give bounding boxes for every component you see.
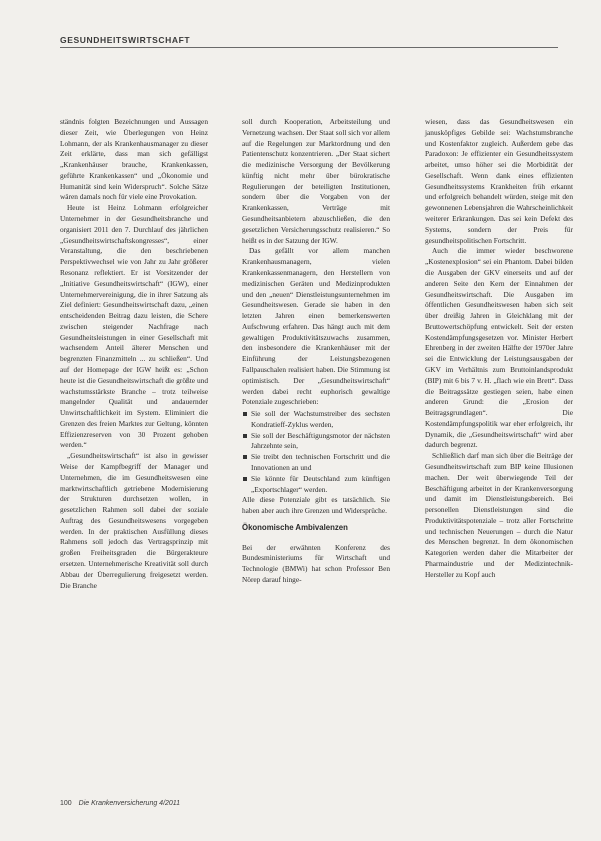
text-column-2	[242, 117, 390, 586]
page-number: 100	[60, 800, 72, 807]
page-footer	[60, 800, 180, 807]
paragraph: Bei der erwähnten Konferenz des Bundesministeriums für Wirtschaft und Technologie (BMWi) hat schon Professor Ben Nörep darauf hinge-	[242, 542, 390, 585]
bullet-item: Sie soll der Wachstumstreiber des sechsten Kondratieff-Zyklus werden,	[242, 409, 390, 431]
paragraph: Schließlich darf man sich über die Beiträge der Gesundheitswirtschaft zum BIP keine Illusionen machen. Der weit überwiegende Teil der Beschäftigung arbeitet in der Krankenversorgung und damit im Dienstleistungsbereich. Bei personellen Dienstleistungen sind die Produktivitätspotenziale – trotz aller Fortschritte und technischen Neuerungen – durch die Natur des Menschen begrenzt. In dem ökonomischen Kategorien werden daher die Mitarbeiter der Pharmaindustrie und der Medizintechnik-Hersteller zu Kopf auch	[425, 451, 573, 579]
paragraph: Alle diese Potenziale gibt es tatsächlich. Sie haben aber auch ihre Grenzen und Widersprüche.	[242, 495, 390, 516]
paragraph: ständnis folgten Bezeichnungen und Aussagen dieser Zeit, wie Überlegungen von Heinz Lohmann, der als Krankenhausmanager zu dieser Zeit erklärte, dass man sich gefälligst „Krankenhäuser brauche, Krankenkassen, geführte Krankenkassen“ und „Ökonomie und Humanität sind kein Widerspruch“. Solche Sätze wären damals noch für viele eine Provokation.	[60, 117, 208, 202]
paragraph: Auch die immer wieder beschworene „Kostenexplosion“ sei ein Phantom. Dabei bilden die Ausgaben der GKV einerseits und auf der anderen Seite den Kern der Einnahmen der Gesundheitswirtschaft. Die Ausgaben im öffentlichen Gesundheitswesen haben sich seit über dreißig Jahren in Gleichklang mit der Bruttowertschöpfung entwickelt. Seit der ersten Kostendämpfungsgesetzen vor. Minister Herbert Ehrenberg in der zweiten Hälfte der 1970er Jahre sei die Entwicklung der Leistungsausgaben der GKV im Verhältnis zum Bruttoinlandsprodukt (BIP) mit 6 bis 7 v. H. „flach wie ein Brett“. Dass die Beitragssätze gestiegen seien, habe einen anderen Grund: die „Erosion der Beitragsgrundlagen“. Die Kostendämpfungspolitik war eher erfolgreich, ihr Dynamik, die „Gesundheitswirtschaft“ wird aber dadurch begrenzt.	[425, 246, 573, 450]
paragraph: soll durch Kooperation, Arbeitsteilung und Vernetzung wachsen. Der Staat soll sich vor allem auf die Regelungen zur Marktordnung und den Patientenschutz konzentrieren. „Der Staat sichert die medizinische Versorgung der Bevölkerung künftig nicht mehr über bürokratische Regulierungen der beteiligten Institutionen, sondern über die Vorgaben von der Krankenkassen, Verträge mit Gesundheitsanbietern abzuschließen, die den gesetzlichen Versicherungsschutz realisieren.“ So heißt es in der Satzung der IGW.	[242, 117, 390, 245]
bullet-item: Sie könnte für Deutschland zum künftigen „Exportschlager“ werden.	[242, 474, 390, 496]
subheading: Ökonomische Ambivalenzen	[242, 522, 348, 532]
paragraph: „Gesundheitswirtschaft“ ist also in gewisser Weise der Kampfbegriff der Manager und Unternehmen, die im Gesundheitswesen eine marktwirtschaftlich getriebene Modernisierung der Strukturen durchsetzen wollen, in gesetzlichen Rahmen soll dabei der soziale Auftrag des Gesundheitswesens vorgegeben werden. In der praktischen Ausfüllung dieses Rahmens soll jedoch das Vertragsprinzip mit großen Freiheitsgraden die Bürgerakteure ersetzen. Unternehmerische Kreativität soll durch Abbau der Überregulierung freigesetzt werden. Die Branche	[60, 451, 208, 590]
paragraph: wiesen, dass das Gesundheitswesen ein janusköpfiges Gebilde sei: Wachstumsbranche und Kostenfaktor zugleich. Außerdem gebe das Paradoxon: Je effizienter ein Gesundheitssystem arbeitet, umso höher sei die Morbidität der Gesellschaft. Wenn dank eines effizienten Gesundheitssystems Krankheiten früh erkannt und erfolgreich behandelt würden, steige mit den gewonnenen Lebensjahren die Wahrscheinlichkeit weiterer Erkrankungen. Das sei kein Defekt des Systems, sondern der Preis für gesundheitspolitischen Fortschritt.	[425, 117, 573, 245]
bullet-list	[242, 409, 390, 495]
journal-title: Die Krankenversicherung 4/2011	[78, 800, 181, 807]
header-rule	[60, 47, 558, 48]
page-header	[60, 33, 560, 51]
text-column-3	[425, 117, 573, 581]
paragraph: Heute ist Heinz Lohmann erfolgreicher Unternehmer in der Gesundheitsbranche und organisiert 2011 den 7. Durchlauf des jährlichen „Gesundheitswirtschaftskongresses“, einer Veranstaltung, die den beschriebenen Perspektivwechsel wie von Jahr zu Jahr größerer Resonanz reflektiert. Er ist Vorsitzender der „Initiative Gesundheitswirtschaft“ (IGW), einer Unternehmervereinigung, die in ihrer Satzung als Ziel definiert: Gesundheitswirtschaft dazu, „einen entscheidenden Beitrag dazu leisten, die Schere zwischen steigender Nachfrage nach Gesundheitsleistungen in einer Gesellschaft mit wachsendem Anteil älterer Menschen und begrenzten Finanzmitteln ... zu schließen“. Und auf der Homepage der IGW heißt es: „Schon heute ist die Gesundheitswirtschaft die größte und wachstumsstärkste Branche – trotz teilweise mangelnder Qualität und andauernder Unwirtschaftlichkeit im System. Eliminiert die Grenzen des freien Marktes zur Geltung, könnten Effizienzreserven von 30 Prozent gehoben werden.“	[60, 203, 208, 450]
bullet-item: Sie soll der Beschäftigungsmotor der nächsten Jahrzehnte sein,	[242, 431, 390, 453]
paragraph: Das gefällt vor allem manchen Krankenhausmanagern, vielen Krankenkassenmanagern, den Herstellern von medizinischen Geräten und Medizinprodukten und den „neuen“ Dienstleistungsunternehmen im Gesundheitswesen. Gerade sie haben in den letzten Jahren einen bemerkenswerten Aufschwung erfahren. Das hängt auch mit dem gewaltigen Produktivitätszuwachs zusammen, den insbesondere die Krankenhäuser mit der Einführung der Leistungsbezogenen Fallpauschalen realisiert haben. Die Stimmung ist optimistisch. Der „Gesundheitswirtschaft“ werden dabei recht euphorisch gewaltige Potenziale zugeschrieben:	[242, 246, 390, 407]
section-label: GESUNDHEITSWIRTSCHAFT	[60, 35, 191, 45]
bullet-item: Sie treibt den technischen Fortschritt und die Innovationen an und	[242, 452, 390, 474]
text-column-1	[60, 117, 208, 591]
